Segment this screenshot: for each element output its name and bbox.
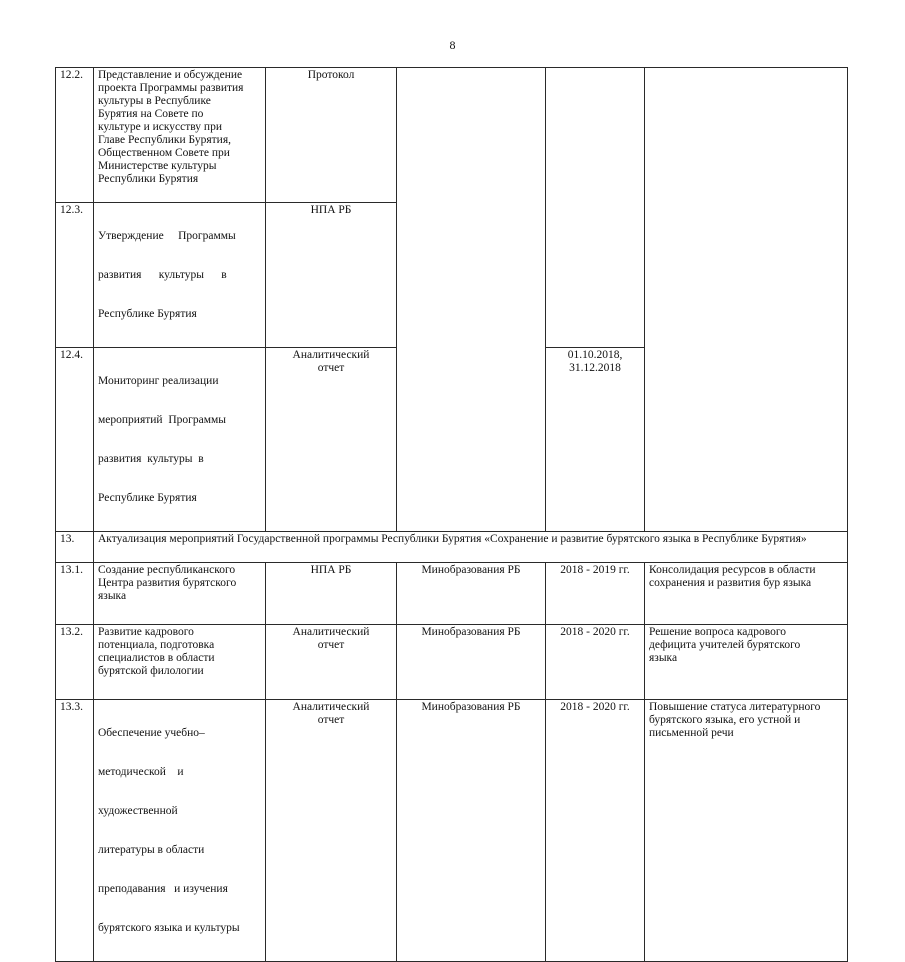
term: 01.10.2018, 31.12.2018 <box>546 348 645 532</box>
executor-cell <box>397 68 546 532</box>
document-type: Протокол <box>266 68 397 203</box>
result: Повышение статуса литературного бурятского языка, его устной и письменной речи <box>645 700 848 962</box>
table-row <box>56 563 848 625</box>
term: 2018 - 2019 гг. <box>546 563 645 625</box>
table-row <box>56 625 848 700</box>
row-number: 13.3. <box>56 700 94 962</box>
term-cell <box>546 68 645 348</box>
row-number: 13.1. <box>56 563 94 625</box>
table-row <box>56 532 848 563</box>
executor: Минобразования РБ <box>397 625 546 700</box>
term: 2018 - 2020 гг. <box>546 625 645 700</box>
term: 2018 - 2020 гг. <box>546 700 645 962</box>
measure-name: Развитие кадрового потенциала, подготовка специалистов в области бурятской филологии <box>94 625 266 700</box>
row-number: 12.3. <box>56 203 94 348</box>
result: Решение вопроса кадрового дефицита учителей бурятского языка <box>645 625 848 700</box>
row-number: 12.4. <box>56 348 94 532</box>
row-number: 13.2. <box>56 625 94 700</box>
document-type: Аналитический отчет <box>266 348 397 532</box>
document-type: НПА РБ <box>266 203 397 348</box>
document-type: НПА РБ <box>266 563 397 625</box>
section-title: Актуализация мероприятий Государственной программы Республики Бурятия «Сохранение и развитие бурятского языка в Республике Бурятия» <box>94 532 848 563</box>
measure-name: Мониторинг реализации мероприятий Программы развития культуры в Республике Бурятия <box>94 348 266 532</box>
measures-table <box>55 67 848 962</box>
row-number: 12.2. <box>56 68 94 203</box>
measure-name: Утверждение Программы развития культуры в Республике Бурятия <box>94 203 266 348</box>
table-row <box>56 700 848 962</box>
document-type: Аналитический отчет <box>266 625 397 700</box>
measure-name: Обеспечение учебно– методической и художественной литературы в области преподавания и изучения бурятского языка и культуры <box>94 700 266 962</box>
measure-name: Представление и обсуждение проекта Программы развития культуры в Республике Бурятия на Совете по культуре и искусству при Главе Республики Бурятия, Общественном Совете при Министерстве культуры Республики Бурятия <box>94 68 266 203</box>
document-type: Аналитический отчет <box>266 700 397 962</box>
result: Консолидация ресурсов в области сохранения и развития бур языка <box>645 563 848 625</box>
result-cell <box>645 68 848 532</box>
page-number: 8 <box>449 38 456 52</box>
measure-name: Создание республиканского Центра развития бурятского языка <box>94 563 266 625</box>
executor: Минобразования РБ <box>397 563 546 625</box>
executor: Минобразования РБ <box>397 700 546 962</box>
row-number: 13. <box>56 532 94 563</box>
table-row <box>56 68 848 203</box>
